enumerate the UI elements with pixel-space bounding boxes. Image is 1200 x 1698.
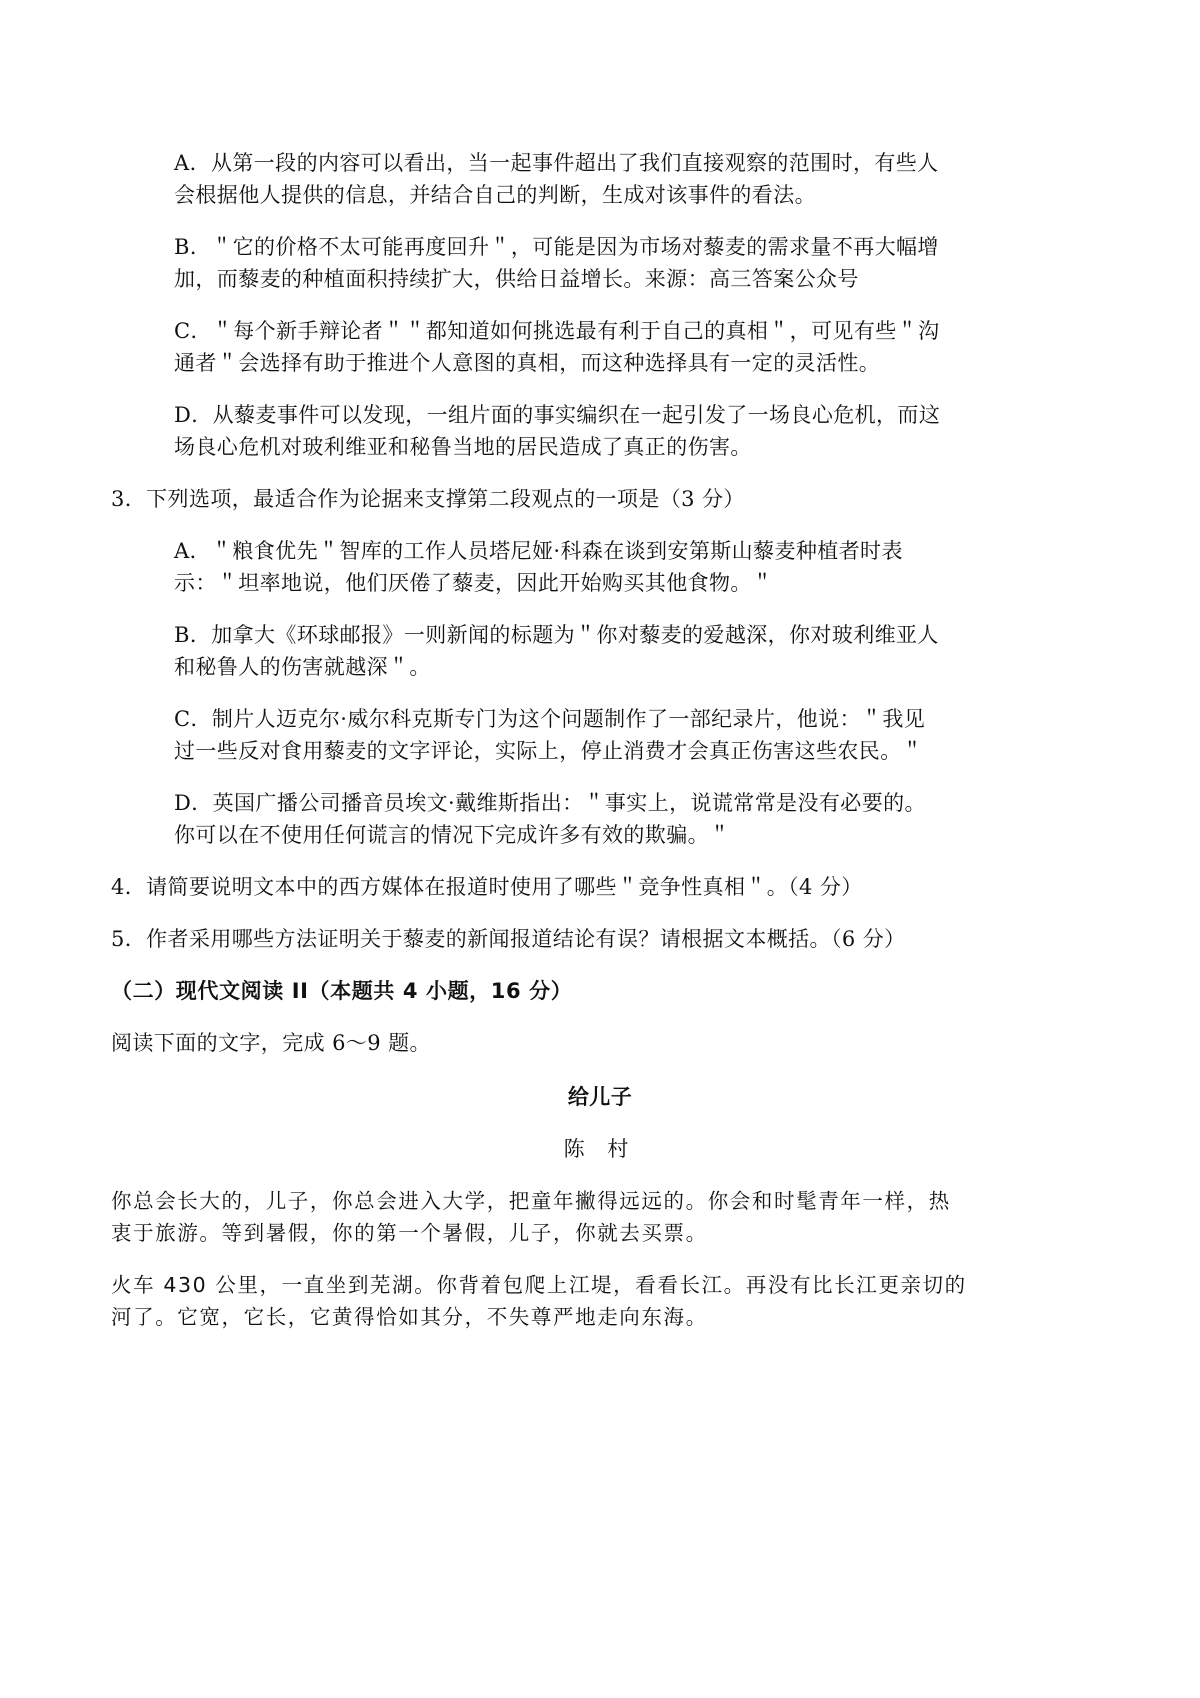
q4-stem: 4．请简要说明文本中的西方媒体在报道时使用了哪些＂竞争性真相＂。（4 分） [111, 875, 863, 899]
q3-stem: 3．下列选项，最适合作为论据来支撑第二段观点的一项是（3 分） [111, 487, 745, 511]
q2-option-c-line2: 通者＂会选择有助于推进个人意图的真相，而这种选择具有一定的灵活性。 [174, 351, 881, 375]
q3-option-a-line1: A．＂粮食优先＂智库的工作人员塔尼娅·科森在谈到安第斯山藜麦种植者时表 [174, 539, 903, 563]
reading-instruction: 阅读下面的文字，完成 6～9 题。 [111, 1031, 431, 1055]
q3-option-c-line1: C．制片人迈克尔·威尔科克斯专门为这个问题制作了一部纪录片，他说：＂我见 [174, 707, 926, 731]
q3-option-b-line2: 和秘鲁人的伤害就越深＂。 [174, 655, 431, 679]
q5-stem: 5．作者采用哪些方法证明关于藜麦的新闻报道结论有误？请根据文本概括。（6 分） [111, 927, 906, 951]
poem-title: 给儿子 [567, 1085, 633, 1109]
q2-option-a-line1: A．从第一段的内容可以看出，当一起事件超出了我们直接观察的范围时，有些人 [174, 151, 939, 175]
q2-option-c-line1: C．＂每个新手辩论者＂＂都知道如何挑选最有利于自己的真相＂，可见有些＂沟 [174, 319, 940, 343]
q2-option-d-line2: 场良心危机对玻利维亚和秘鲁当地的居民造成了真正的伤害。 [174, 435, 752, 459]
paragraph-1-line2: 衷于旅游。等到暑假，你的第一个暑假，儿子，你就去买票。 [111, 1221, 708, 1245]
paragraph-2-line1: 火车 430 公里，一直坐到芜湖。你背着包爬上江堤，看看长江。再没有比长江更亲切的 [111, 1273, 967, 1297]
q3-option-b-line1: B．加拿大《环球邮报》一则新闻的标题为＂你对藜麦的爱越深，你对玻利维亚人 [174, 623, 939, 647]
paragraph-2-line2: 河了。它宽，它长，它黄得恰如其分，不失尊严地走向东海。 [111, 1305, 708, 1329]
q3-option-d-line2: 你可以在不使用任何谎言的情况下完成许多有效的欺骗。＂ [174, 823, 731, 847]
q2-option-a-line2: 会根据他人提供的信息，并结合自己的判断，生成对该事件的看法。 [174, 183, 816, 207]
poem-author: 陈 村 [563, 1137, 637, 1161]
q2-option-b-line2: 加，而藜麦的种植面积持续扩大，供给日益增长。来源：高三答案公众号 [174, 267, 859, 291]
q2-option-b-line1: B．＂它的价格不太可能再度回升＂，可能是因为市场对藜麦的需求量不再大幅增 [174, 235, 939, 259]
q3-option-c-line2: 过一些反对食用藜麦的文字评论，实际上，停止消费才会真正伤害这些农民。＂ [174, 739, 923, 763]
q3-option-a-line2: 示：＂坦率地说，他们厌倦了藜麦，因此开始购买其他食物。＂ [174, 571, 774, 595]
q3-option-d-line1: D．英国广播公司播音员埃文·戴维斯指出：＂事实上，说谎常常是没有必要的。 [174, 791, 926, 815]
q2-option-d-line1: D．从藜麦事件可以发现，一组片面的事实编织在一起引发了一场良心危机，而这 [174, 403, 941, 427]
paragraph-1-line1: 你总会长大的，儿子，你总会进入大学，把童年撇得远远的。你会和时髦青年一样，热 [111, 1189, 951, 1213]
section-heading: （二）现代文阅读 II（本题共 4 小题，16 分） [111, 979, 573, 1003]
